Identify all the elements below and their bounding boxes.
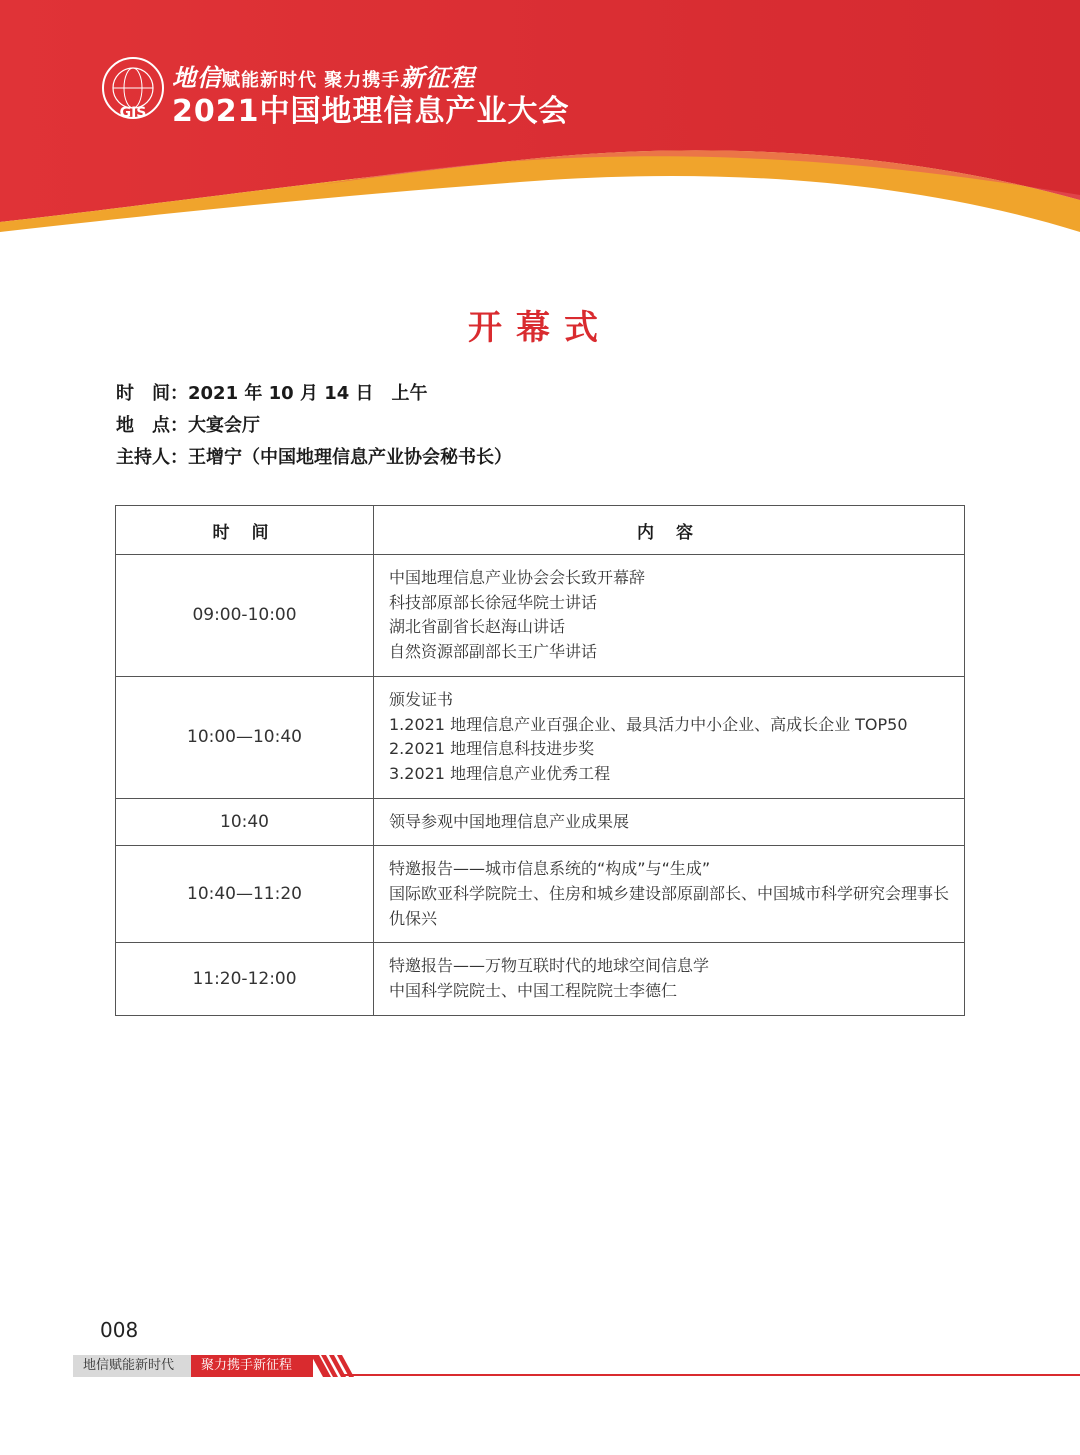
footer-tag-red: 聚力携手新征程: [191, 1355, 313, 1377]
row-content: [374, 676, 965, 798]
row-content: [374, 798, 965, 846]
schedule-table: [115, 505, 965, 1016]
row-time: 10:00—10:40: [116, 676, 374, 798]
footer-bar: [73, 1355, 1080, 1377]
content-line: 领导参观中国地理信息产业成果展: [389, 811, 630, 831]
content-line: 科技部原部长徐冠华院士讲话: [389, 592, 598, 612]
table-row: [116, 846, 965, 943]
header-slogan: 地信赋能新时代 聚力携手新征程: [172, 64, 476, 92]
header-content: 内 容: [374, 506, 965, 555]
content-line: 3.2021 地理信息产业优秀工程: [389, 763, 611, 783]
content-line: 国际欧亚科学院院士、住房和城乡建设部原副部长、中国城市科学研究会理事长: [389, 884, 950, 904]
content-line: 湖北省副省长赵海山讲话: [389, 617, 566, 637]
content-line: 特邀报告——万物互联时代的地球空间信息学: [389, 956, 710, 976]
row-time: 10:40—11:20: [116, 846, 374, 943]
gis-logo: [100, 55, 166, 121]
info-time: 时 间：2021 年 10 月 14 日 上午: [116, 383, 428, 404]
content-line: 2.2021 地理信息科技进步奖: [389, 739, 595, 759]
row-content: [374, 846, 965, 943]
table-row: [116, 676, 965, 798]
header-banner: [0, 0, 1080, 240]
footer-rule: [343, 1374, 1080, 1376]
row-time: 10:40: [116, 798, 374, 846]
content-line: 自然资源部副部长王广华讲话: [389, 642, 598, 662]
content-line: 1.2021 地理信息产业百强企业、最具活力中小企业、高成长企业 TOP50: [389, 714, 908, 734]
svg-text:GIS: GIS: [119, 105, 147, 121]
page-title: 开幕式: [468, 308, 612, 348]
table-row: [116, 798, 965, 846]
content-line: 颁发证书: [389, 689, 454, 709]
row-content: [374, 943, 965, 1015]
header-time: 时 间: [116, 506, 374, 555]
row-time: 09:00-10:00: [116, 555, 374, 677]
content-line: 中国科学院院士、中国工程院院士李德仁: [389, 981, 678, 1001]
session-info: [116, 378, 512, 474]
info-place: 地 点：大宴会厅: [116, 415, 260, 436]
table-header-row: [116, 506, 965, 555]
row-content: [374, 555, 965, 677]
info-host: 主持人：王增宁（中国地理信息产业协会秘书长）: [116, 447, 512, 468]
table-row: [116, 943, 965, 1015]
content-line: 特邀报告——城市信息系统的“构成”与“生成”: [389, 859, 711, 879]
footer-tag-gray: 地信赋能新时代: [73, 1355, 191, 1377]
table-row: [116, 555, 965, 677]
content-line: 中国地理信息产业协会会长致开幕辞: [389, 568, 646, 587]
page-number: 008: [100, 1318, 139, 1342]
conference-title: 2021中国地理信息产业大会: [172, 94, 570, 129]
content-line: 仇保兴: [389, 908, 438, 928]
row-time: 11:20-12:00: [116, 943, 374, 1015]
